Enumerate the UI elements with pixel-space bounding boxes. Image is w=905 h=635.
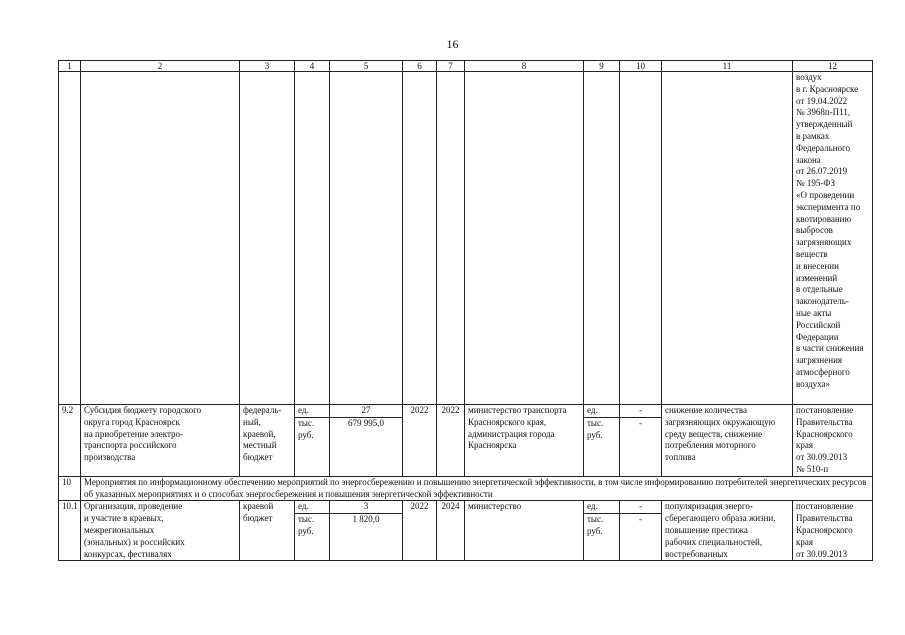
legal-basis: постановление Правительства Красноярского края от 30.09.2013 № 510-п (793, 405, 873, 477)
start-year: 2022 (403, 501, 437, 561)
continuation-legal-basis: воздух в г. Красноярске от 19.04.2022 № 3968п-П11, утвержденный в рамках Федерального закона от 26.07.2019 № 195-ФЗ «О проведении эксперимента по квотированию выбросов загрязняющих веществ и внесении изменений в отдельные законодатель- ные акты Российской Федерации в части снижения загрязнения атмосферного воздуха» (793, 72, 873, 405)
value-money: 679 995,0 (348, 417, 384, 428)
unit-count-2: ед. (584, 501, 619, 514)
units-cell (295, 405, 330, 477)
funding-source: федераль- ный, краевой, местный бюджет (240, 405, 295, 477)
activity-name: Субсидия бюджету городского округа город Красноярск на приобретение электро- транспорта российского производства (81, 405, 240, 477)
values-cell (330, 501, 403, 561)
col-header-4: 4 (295, 61, 330, 72)
unit-count: ед. (295, 405, 329, 418)
table-row-10 (59, 476, 873, 501)
page-number: 16 (446, 37, 459, 51)
value-money-2: - (639, 514, 642, 525)
col-header-2: 2 (81, 61, 240, 72)
value-count: 27 (330, 405, 402, 418)
executor: министерство транспорта Красноярского края, администрация города Красноярска (465, 405, 584, 477)
value-money: 1 820,0 (352, 514, 380, 525)
units-cell (295, 501, 330, 561)
unit-money: тыс. руб. (298, 417, 315, 440)
col-header-9: 9 (584, 61, 620, 72)
col-header-3: 3 (240, 61, 295, 72)
header-row (59, 61, 873, 72)
unit-money-2: тыс. руб. (587, 417, 604, 440)
table-row-9-2 (59, 405, 873, 477)
unit-count-2: ед. (584, 405, 619, 418)
row-number: 10 (59, 476, 81, 501)
unit-money-2: тыс. руб. (587, 514, 604, 536)
start-year: 2022 (403, 405, 437, 477)
col-header-12: 12 (793, 61, 873, 72)
col-header-1: 1 (59, 61, 81, 72)
row-number: 9.2 (59, 405, 81, 477)
col-header-8: 8 (465, 61, 584, 72)
table-row-continuation (59, 72, 873, 405)
col-header-7: 7 (437, 61, 465, 72)
legal-basis: постановление Правительства Красноярского края от 30.09.2013 (793, 501, 873, 561)
units-cell-2 (584, 501, 620, 561)
value-count: 3 (330, 501, 402, 514)
units-cell-2 (584, 405, 620, 477)
end-year: 2024 (437, 501, 465, 561)
values-cell-2 (620, 405, 662, 477)
value-count-2: - (620, 405, 661, 418)
values-cell-2 (620, 501, 662, 561)
program-table (58, 60, 873, 561)
unit-count: ед. (295, 501, 329, 514)
executor: министерство (465, 501, 584, 561)
funding-source: краевой бюджет (240, 501, 295, 561)
value-count-2: - (620, 501, 661, 514)
col-header-5: 5 (330, 61, 403, 72)
expected-result: снижение количества загрязняющих окружающую среду веществ, снижение потребления моторного топлива (662, 405, 793, 477)
unit-money: тыс. руб. (298, 514, 315, 536)
expected-result: популяризация энерго- сберегающего образа жизни, повышение престижа рабочих специальностей, востребованных (662, 501, 793, 561)
values-cell (330, 405, 403, 477)
end-year: 2022 (437, 405, 465, 477)
activity-name: Организация, проведение и участие в краевых, межрегиональных (зональных) и российских конкурсах, фестивалях (81, 501, 240, 561)
row-number: 10.1 (59, 501, 81, 561)
col-header-10: 10 (620, 61, 662, 72)
table-row-10-1 (59, 501, 873, 561)
section-heading: Мероприятия по информационному обеспечению мероприятий по энергосбережению и повышению энергетической эффективности, в том числе информированию потребителей энергетических ресурсов об указанных мероприятиях и о способах энергосбережения и повышения энергетической эффективности (81, 476, 873, 501)
value-money-2: - (639, 417, 642, 428)
col-header-6: 6 (403, 61, 437, 72)
col-header-11: 11 (662, 61, 793, 72)
